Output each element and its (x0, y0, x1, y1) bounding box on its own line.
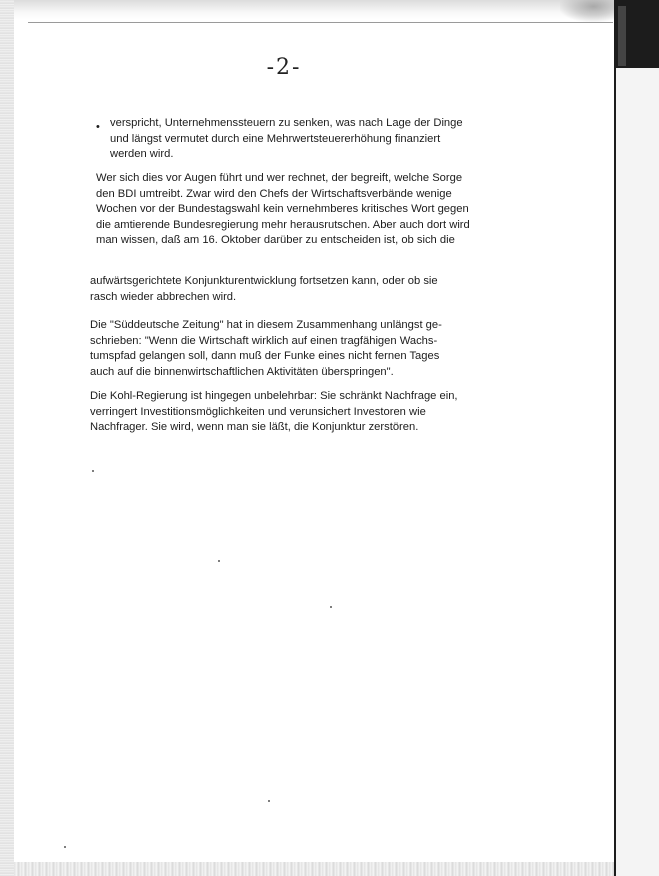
scan-speck (268, 800, 270, 802)
bullet-marker: • (96, 121, 100, 133)
text-line: verspricht, Unternehmenssteuern zu senken, was nach Lage der Dinge (110, 117, 463, 129)
scan-speck (64, 846, 66, 848)
text-line: werden wird. (110, 148, 174, 160)
text-line: die amtierende Bundesregierung mehr herausrutschen. Aber auch dort wird (96, 218, 470, 231)
text-line: aufwärtsgerichtete Konjunkturentwicklung fortsetzen kann, oder ob sie (90, 275, 438, 287)
text-line: Die Kohl-Regierung ist hingegen unbelehrbar: Sie schränkt Nachfrage ein, (90, 390, 458, 402)
text-line: man wissen, daß am 16. Oktober darüber zu entscheiden ist, ob sich die (96, 234, 455, 246)
text-line: Nachfrager. Sie wird, wenn man sie läßt, die Konjunktur zerstören. (90, 421, 419, 433)
paragraph-kohl-regierung (90, 389, 458, 436)
text-line: auch auf die binnenwirtschaftlichen Aktivitäten überspringen". (90, 365, 394, 378)
scan-speck (92, 470, 94, 472)
scan-edge-top (14, 0, 614, 20)
scan-speck (330, 606, 332, 608)
dark-page-tab-inner (618, 6, 626, 66)
page-top-edge (28, 22, 613, 23)
text-line: Wer sich dies vor Augen führt und wer rechnet, der begreift, welche Sorge (96, 172, 463, 184)
text-line: und längst vermutet durch eine Mehrwertsteuererhöhung finanziert (110, 132, 441, 145)
text-line: rasch wieder abbrechen wird. (90, 290, 237, 303)
text-line: tumspfad gelangen soll, dann muß der Funke eines nicht fernen Tages (90, 350, 440, 362)
text-line: schrieben: "Wenn die Wirtschaft wirklich auf einen tragfähigen Wachs- (90, 334, 438, 347)
scan-speck (218, 560, 220, 562)
scan-edge-left (0, 0, 14, 876)
page-right-margin (616, 68, 659, 876)
text-line: Wochen vor der Bundestagswahl kein vernehmberes kritisches Wort gegen (96, 203, 469, 215)
text-line: den BDI umtreibt. Zwar wird den Chefs der Wirtschaftsverbände wenige (96, 187, 452, 200)
paragraph-bdi (96, 171, 470, 249)
paragraph-sueddeutsche (90, 318, 442, 380)
bullet-item-text (110, 116, 463, 163)
page-number: -2- (266, 55, 302, 80)
text-line: Die "Süddeutsche Zeitung" hat in diesem Zusammenhang unlängst ge- (90, 319, 442, 331)
scan-edge-bottom (14, 862, 614, 876)
text-line: verringert Investitionsmöglichkeiten und verunsichert Investoren wie (90, 405, 426, 418)
scan-smudge (560, 0, 616, 22)
paragraph-konjunktur (90, 274, 438, 305)
